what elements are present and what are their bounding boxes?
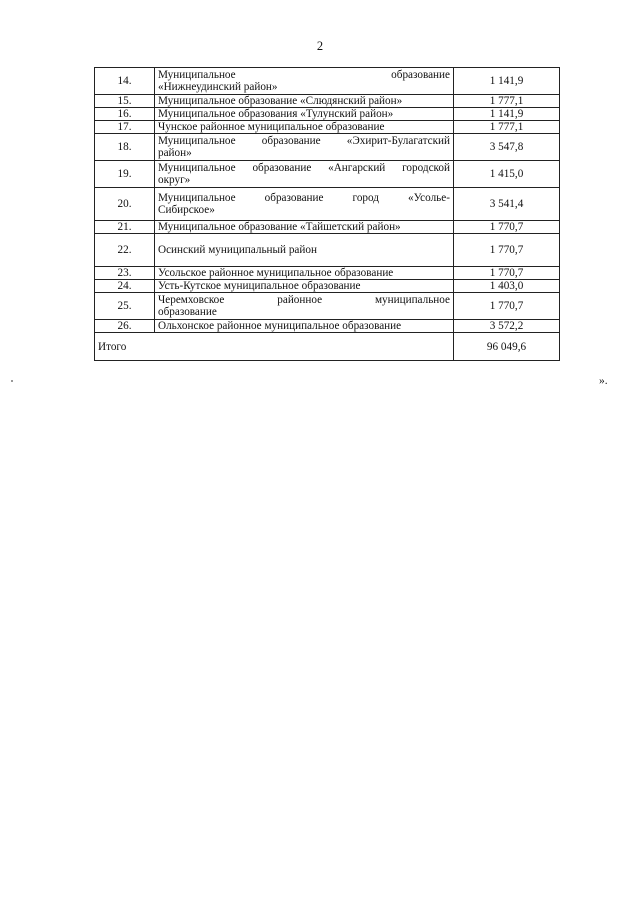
amount-cell: 3 547,8 [454,134,560,161]
name-word: «Усолье- [408,192,450,204]
table-row [95,234,560,267]
table-row [95,267,560,280]
table-row [95,320,560,333]
row-number: 22. [95,234,155,267]
amount-cell: 1 770,7 [454,293,560,320]
name-word: Муниципальное [158,192,236,204]
table-row [95,293,560,320]
total-row [95,333,560,361]
closing-quote-mark: ». [599,375,608,387]
table-row [95,68,560,95]
amount-cell: 1 770,7 [454,234,560,267]
table-row [95,221,560,234]
name-line: образование [158,306,217,318]
name-line: «Нижнеудинский район» [158,81,278,93]
table-row [95,161,560,188]
municipality-name: Муниципальное образование «Тайшетский район» [155,221,454,234]
row-number: 25. [95,293,155,320]
name-word: образование [391,69,450,81]
amount-cell: 1 770,7 [454,267,560,280]
row-number: 21. [95,221,155,234]
row-number: 17. [95,121,155,134]
name-word: Муниципальное [158,135,236,147]
name-word: муниципальное [374,294,450,306]
row-number: 23. [95,267,155,280]
municipality-name: Чунское районное муниципальное образование [155,121,454,134]
name-word: районное [277,294,323,306]
amount-cell: 1 141,9 [454,108,560,121]
name-word: городской [402,162,450,174]
name-word: образование [261,135,321,147]
municipality-name: Муниципальное образования «Тулунский район» [155,108,454,121]
municipality-name [155,134,454,161]
municipality-name [155,293,454,320]
row-number: 14. [95,68,155,95]
name-word: Муниципальное [158,162,236,174]
row-number: 24. [95,280,155,293]
name-word: «Ангарский [328,162,386,174]
table-row [95,108,560,121]
municipality-name [155,161,454,188]
name-line: Сибирское» [158,204,215,216]
municipality-name: Усть-Кутское муниципальное образование [155,280,454,293]
amount-cell: 3 572,2 [454,320,560,333]
amount-cell: 1 777,1 [454,121,560,134]
municipality-name [155,68,454,95]
amount-cell: 1 770,7 [454,221,560,234]
municipality-name: Муниципальное образование «Слюдянский район» [155,95,454,108]
name-line: округ» [158,174,191,186]
amount-cell: 1 777,1 [454,95,560,108]
row-number: 15. [95,95,155,108]
total-amount: 96 049,6 [454,333,560,361]
allocation-table [94,67,560,361]
name-word: образование [264,192,324,204]
name-word: город [352,192,379,204]
table-row [95,280,560,293]
table-row [95,121,560,134]
amount-cell: 1 403,0 [454,280,560,293]
name-line: район» [158,147,192,159]
table-row [95,134,560,161]
amount-cell: 1 141,9 [454,68,560,95]
row-number: 18. [95,134,155,161]
amount-cell: 1 415,0 [454,161,560,188]
name-word: образование [252,162,312,174]
total-label: Итого [95,333,454,361]
name-word: «Эхирит-Булагатский [346,135,450,147]
row-number: 16. [95,108,155,121]
name-word: Черемховское [158,294,225,306]
table-row [95,188,560,221]
amount-cell: 3 541,4 [454,188,560,221]
municipality-name: Осинский муниципальный район [155,234,454,267]
row-number: 19. [95,161,155,188]
municipality-name: Усольское районное муниципальное образование [155,267,454,280]
municipality-name: Ольхонское районное муниципальное образование [155,320,454,333]
scan-speck [11,380,13,382]
page-number: 2 [316,39,324,53]
municipality-name [155,188,454,221]
name-word: Муниципальное [158,69,236,81]
row-number: 20. [95,188,155,221]
table-row [95,95,560,108]
row-number: 26. [95,320,155,333]
